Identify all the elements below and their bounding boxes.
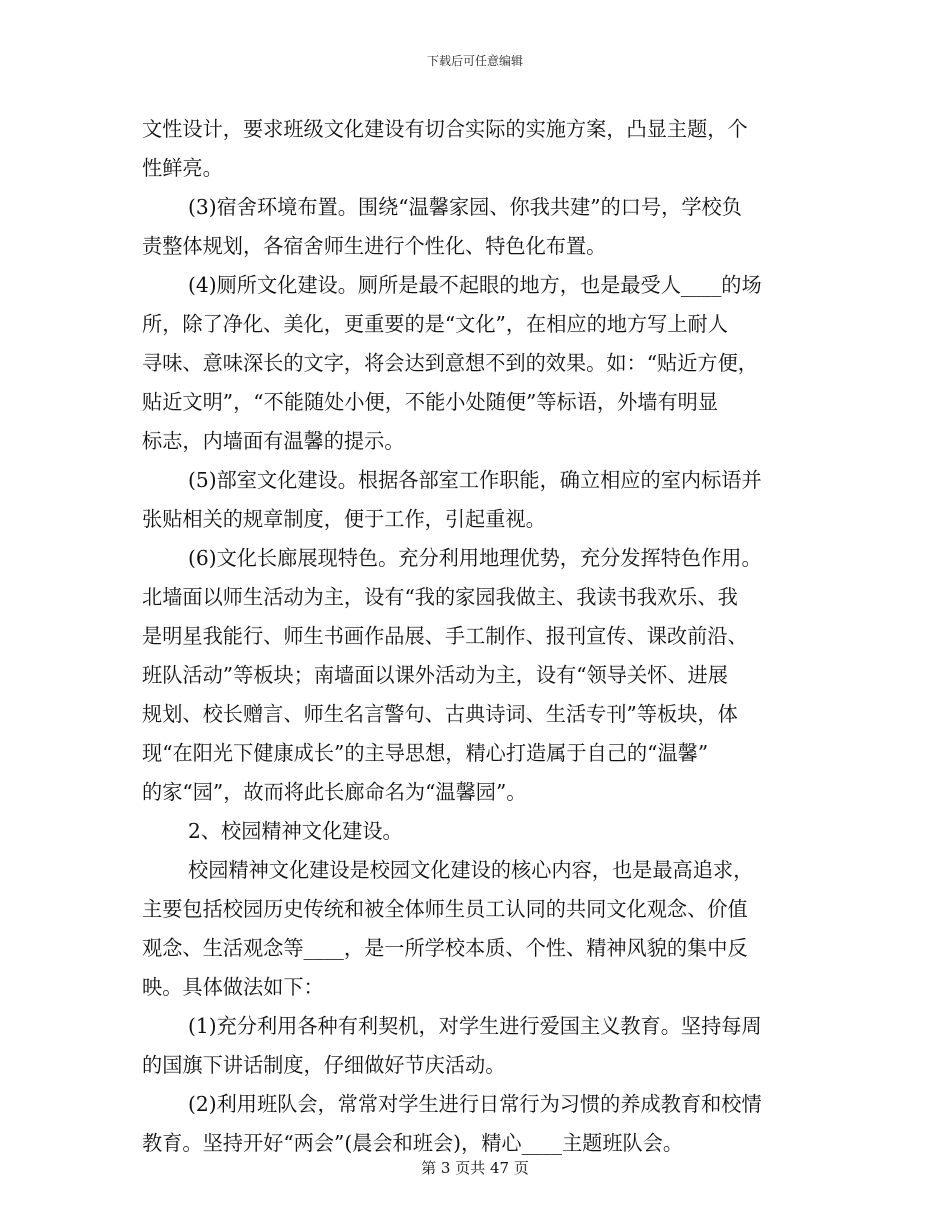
text-line: 的家“园”，故而将此长廊命名为“温馨园”。: [142, 780, 527, 804]
document-body: [142, 110, 810, 1163]
text-line: 寻味、意味深长的文字，将会达到意想不到的效果。如：“贴近方便，: [142, 351, 758, 375]
text-line: 北墙面以师生活动为主，设有“我的家园我做主、我读书我欢乐、我: [142, 585, 738, 609]
page-footer: 第 3 页共 47 页: [421, 1159, 529, 1177]
text-line: 责整体规划，各宿舍师生进行个性化、特色化布置。: [142, 234, 607, 258]
text-line: 张贴相关的规章制度，便于工作，引起重视。: [142, 507, 546, 531]
text-line: 的国旗下讲话制度，仔细做好节庆活动。: [142, 1053, 506, 1077]
text-line: (2)利用班队会，常常对学生进行日常行为习惯的养成教育和校情: [188, 1092, 762, 1116]
text-line: 观念、生活观念等____，是一所学校本质、个性、精神风貌的集中反: [142, 936, 748, 960]
text-line: (4)厕所文化建设。厕所是最不起眼的地方，也是最受人____的场: [188, 273, 762, 297]
text-line: (3)宿舍环境布置。围绕“温馨家园、你我共建”的口号，学校负: [188, 195, 742, 219]
page-header: 下载后可任意编辑: [426, 54, 523, 68]
text-line: 是明星我能行、师生书画作品展、手工制作、报刊宣传、课改前沿、: [142, 624, 748, 648]
text-line: 班队活动”等板块；南墙面以课外活动为主，设有“领导关怀、进展: [142, 663, 728, 687]
text-line: 文性设计，要求班级文化建设有切合实际的实施方案，凸显主题，个: [142, 117, 748, 141]
text-line: 所，除了净化、美化，更重要的是“文化”，在相应的地方写上耐人: [142, 312, 728, 336]
text-line: (6)文化长廊展现特色。充分利用地理优势，充分发挥特色作用。: [188, 546, 762, 570]
text-line: 性鲜亮。: [142, 156, 223, 180]
text-line: 现“在阳光下健康成长”的主导思想，精心打造属于自己的“温馨”: [142, 741, 709, 765]
text-line: 2、校园精神文化建设。: [188, 819, 403, 843]
text-line: 教育。坚持开好“两会”(晨会和班会)，精心____主题班队会。: [142, 1131, 684, 1155]
text-line: (5)部室文化建设。根据各部室工作职能，确立相应的室内标语并: [188, 468, 762, 492]
text-line: 主要包括校园历史传统和被全体师生员工认同的共同文化观念、价值: [142, 897, 748, 921]
text-line: 标志，内墙面有温馨的提示。: [142, 429, 405, 453]
text-line: 贴近文明”，“不能随处小便，不能小处随便”等标语，外墙有明显: [142, 390, 719, 414]
text-line: 规划、校长赠言、师生名言警句、古典诗词、生活专刊”等板块，体: [142, 702, 738, 726]
text-line: 校园精神文化建设是校园文化建设的核心内容，也是最高追求，: [188, 858, 754, 882]
text-line: 映。具体做法如下：: [142, 975, 324, 999]
text-line: (1)充分利用各种有利契机，对学生进行爱国主义教育。坚持每周: [188, 1014, 762, 1038]
